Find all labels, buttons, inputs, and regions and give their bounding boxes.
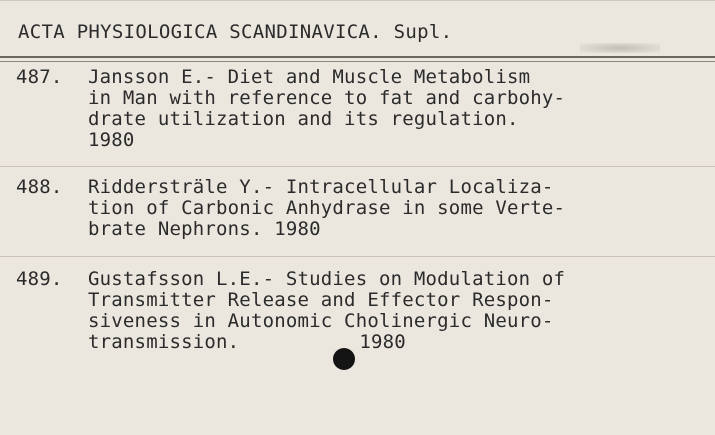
entry-line [16, 332, 565, 353]
entry-line [16, 219, 565, 240]
entry-line [16, 198, 565, 219]
entry-text: Riddersträle Y.- Intracellular Localiza- [88, 176, 554, 198]
entry-line [16, 269, 565, 290]
entry-text: tion of Carbonic Anhydrase in some Verte- [88, 197, 566, 219]
entry-line [16, 67, 565, 88]
entry-line [16, 177, 565, 198]
entry-number: 488. [16, 176, 63, 198]
entry-text: transmission. [88, 331, 240, 353]
entry-number: 489. [16, 268, 63, 290]
entry-text: Jansson E.- Diet and Muscle Metabolism [88, 66, 531, 88]
entry-line [16, 130, 565, 151]
entry-text: siveness in Autonomic Cholinergic Neuro- [88, 310, 554, 332]
header-rule [0, 56, 715, 58]
smudge-mark [580, 43, 660, 53]
entry-number: 487. [16, 66, 63, 88]
card-header: ACTA PHYSIOLOGICA SCANDINAVICA. Supl. [18, 21, 453, 43]
entry-separator [0, 166, 715, 167]
entry-text: in Man with reference to fat and carbohy- [88, 87, 566, 109]
entry-line [16, 290, 565, 311]
entry-separator [0, 256, 715, 257]
entry-line [16, 109, 565, 130]
entry-488 [16, 177, 565, 240]
entry-text: drate utilization and its regulation. [88, 108, 519, 130]
entry-year: 1980 [88, 129, 135, 151]
header-rule-secondary [0, 61, 715, 62]
entry-489 [16, 269, 565, 353]
entry-text: Transmitter Release and Effector Respon- [88, 289, 554, 311]
entry-text: Gustafsson L.E.- Studies on Modulation of [88, 268, 566, 290]
entry-text: brate Nephrons. 1980 [88, 218, 321, 240]
entry-year: 1980 [359, 331, 406, 353]
entry-line [16, 311, 565, 332]
entry-487 [16, 67, 565, 151]
entry-line [16, 88, 565, 109]
punch-hole-dot [333, 348, 355, 370]
